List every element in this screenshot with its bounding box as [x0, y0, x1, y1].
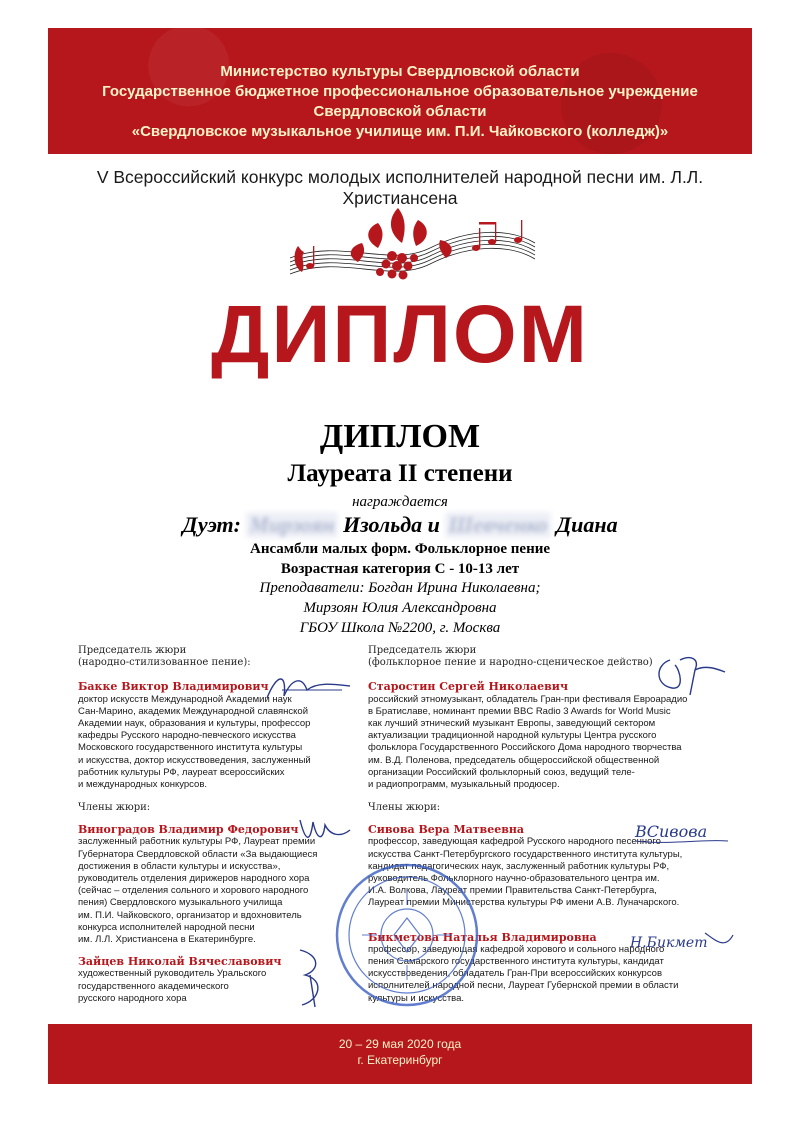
member-name-sivova: Сивова Вера Матвеевна: [368, 823, 525, 837]
signature-bikmetova-text: Н.Бикмет: [630, 935, 708, 951]
jury-left-chair: [78, 645, 378, 791]
desc-line: искусствоведения, обладатель Гран-При всероссийских конкурсов: [368, 968, 663, 980]
member-name-vinogradov: Виноградов Владимир Федорович: [78, 823, 299, 837]
redacted-surname-2: Шевченко: [445, 512, 550, 538]
redacted-surname-1: Мирзоян: [246, 512, 337, 538]
signature-sivova-text: ВСивова: [635, 822, 708, 841]
desc-line: и радиопрограмм, музыкальный продюсер.: [368, 779, 560, 791]
chair-name-bakke: Бакке Виктор Владимирович: [78, 680, 269, 694]
school: ГБОУ Школа №2200, г. Москва: [299, 620, 501, 636]
desc-line: им. Л.Л. Христиансена в Екатеринбурге.: [78, 934, 256, 946]
recipients-line: [40, 512, 760, 538]
header-institution: Государственное бюджетное профессиональное образовательное учреждение Свердловской области: [102, 83, 698, 120]
desc-line: Московского государственного института культуры: [78, 742, 303, 754]
chair-category: (народно-стилизованное пение):: [78, 657, 251, 669]
desc-line: пения Самарского государственного института культуры, кандидат: [368, 956, 664, 968]
awarded-label: награждается: [352, 494, 448, 510]
desc-line: Губернатора Свердловской области «За выдающиеся: [78, 848, 318, 860]
desc-line: искусства Санкт-Петербургского государственного института культуры,: [368, 848, 683, 860]
desc-line: И.А. Волкова, Лауреат премии Правительства Санкт-Петербурга,: [368, 885, 657, 897]
desc-line: работник культуры РФ, лауреат всероссийских: [78, 766, 285, 778]
age-category: Возрастная категория С - 10-13 лет: [280, 561, 520, 577]
desc-line: фольклора Государственного Российского Дома народного творчества: [368, 742, 682, 754]
desc-line: русского народного хора: [78, 992, 187, 1004]
desc-line: профессор, заведующая кафедрой хорового и сольного народного: [368, 943, 665, 955]
signature-sivova: [630, 815, 730, 850]
duet-prefix: Дуэт:: [182, 512, 241, 537]
desc-line: им. П.И. Чайковского, организатор и вдохновитель: [78, 909, 302, 921]
desc-line: конкурса исполнителей народной песни: [78, 921, 255, 933]
desc-line: культуры и искусства.: [368, 992, 465, 1004]
desc-line: Сан-Марино, академик Международной славянской: [78, 705, 309, 717]
desc-line: актуализации традиционной народной культуры Центра русского: [368, 730, 657, 742]
signature-bakke: [262, 668, 352, 708]
desc-line: Лауреат премии Министерства культуры РФ имени А.В. Луначарского.: [368, 897, 680, 909]
desc-line: художественный руководитель Уральского: [78, 968, 267, 980]
teachers-line-1: Преподаватели: Богдан Ирина Николаевна;: [259, 580, 541, 596]
official-stamp: [332, 860, 482, 1010]
big-diploma-title: ДИПЛОМ: [211, 289, 589, 380]
desc-line: и международных конкурсов.: [78, 779, 208, 791]
desc-line: достижения в области культуры и искусства»,: [78, 860, 281, 872]
desc-line: доктор искусств Международной Академии наук: [78, 693, 292, 705]
desc-line: и искусства, доктор искусствоведения, заслуженный: [78, 754, 311, 766]
award-degree: Лауреата II степени: [287, 460, 513, 487]
recipient-name-2: Диана: [556, 512, 618, 537]
chair-desc-bakke: [78, 694, 378, 792]
desc-line: в Братиславе, номинант премии BBC Radio 3 Awards for World Music: [368, 705, 671, 717]
chair-label: Председатель жюри: [368, 645, 477, 656]
desc-line: им. В.Д. Поленова, председатель общероссийской общественной: [368, 754, 660, 766]
desc-line: кандидат педагогических наук, заслуженный работник культуры РФ,: [368, 860, 670, 872]
rowan-music-ornament: [280, 198, 540, 293]
desc-line: профессор, заведующая кафедрой Русского народного песенного: [368, 836, 661, 848]
chair-desc-starostin: [368, 694, 738, 792]
chair-label: Председатель жюри: [78, 645, 187, 656]
desc-line: исполнителей народной песни, Лауреат Губернской премии в области: [368, 980, 679, 992]
desc-line: Академии наук, образования и культуры, профессор: [78, 718, 311, 730]
footer-band: [48, 1024, 752, 1084]
teachers-line-2: Мирзоян Юлия Александровна: [303, 600, 497, 616]
event-dates: 20 – 29 мая 2020 года: [338, 1037, 462, 1051]
recipient-name-1: Изольда: [343, 512, 423, 537]
chair-name-starostin: Старостин Сергей Николаевич: [368, 680, 569, 694]
header-band: [48, 28, 752, 154]
conjunction: и: [427, 512, 440, 537]
desc-line: руководитель отделения дирижеров народного хора: [78, 873, 310, 885]
event-city: г. Екатеринбург: [357, 1053, 443, 1067]
members-label: Члены жюри:: [368, 802, 441, 813]
desc-line: российский этномузыкант, обладатель Гран-при фестиваля Евроарадио: [368, 693, 688, 705]
signature-vinogradov: [295, 810, 355, 850]
desc-line: кафедры Русского народно-певческого искусства: [78, 730, 296, 742]
signature-zaitsev: [290, 945, 330, 1010]
member-name-zaitsev: Зайцев Николай Вячеславович: [78, 955, 282, 969]
desc-line: пения) Свердловского музыкального училища: [78, 897, 283, 909]
signature-bikmetova: [625, 925, 735, 960]
contest-title: V Всероссийский конкурс молодых исполнителей народной песни им. Л.Л. Христиансена: [96, 167, 704, 208]
desc-line: как лучший этнический музыкант Европы, заведующий сектором: [368, 718, 656, 730]
member-name-bikmetova: Бикметова Наталья Владимировна: [368, 930, 597, 944]
desc-line: (сейчас – отделения сольного и хорового народного: [78, 885, 309, 897]
award-title: ДИПЛОМ: [319, 418, 481, 455]
desc-line: государственного академического: [78, 980, 229, 992]
chair-category: (фольклорное пение и народно-сценическое действо): [368, 657, 653, 669]
header-ministry: Министерство культуры Свердловской области: [220, 63, 580, 80]
desc-line: руководитель Фольклорного научно-образовательного центра им.: [368, 873, 660, 885]
members-label: Члены жюри:: [78, 802, 151, 813]
header-college: «Свердловское музыкальное училище им. П.И. Чайковского (колледж)»: [131, 123, 669, 140]
signature-starostin: [650, 650, 730, 700]
desc-line: организации Российский фольклорный союз, ведущий теле-: [368, 766, 635, 778]
nomination: Ансамбли малых форм. Фольклорное пение: [249, 541, 551, 557]
desc-line: заслуженный работник культуры РФ, Лауреат премии: [78, 836, 316, 848]
